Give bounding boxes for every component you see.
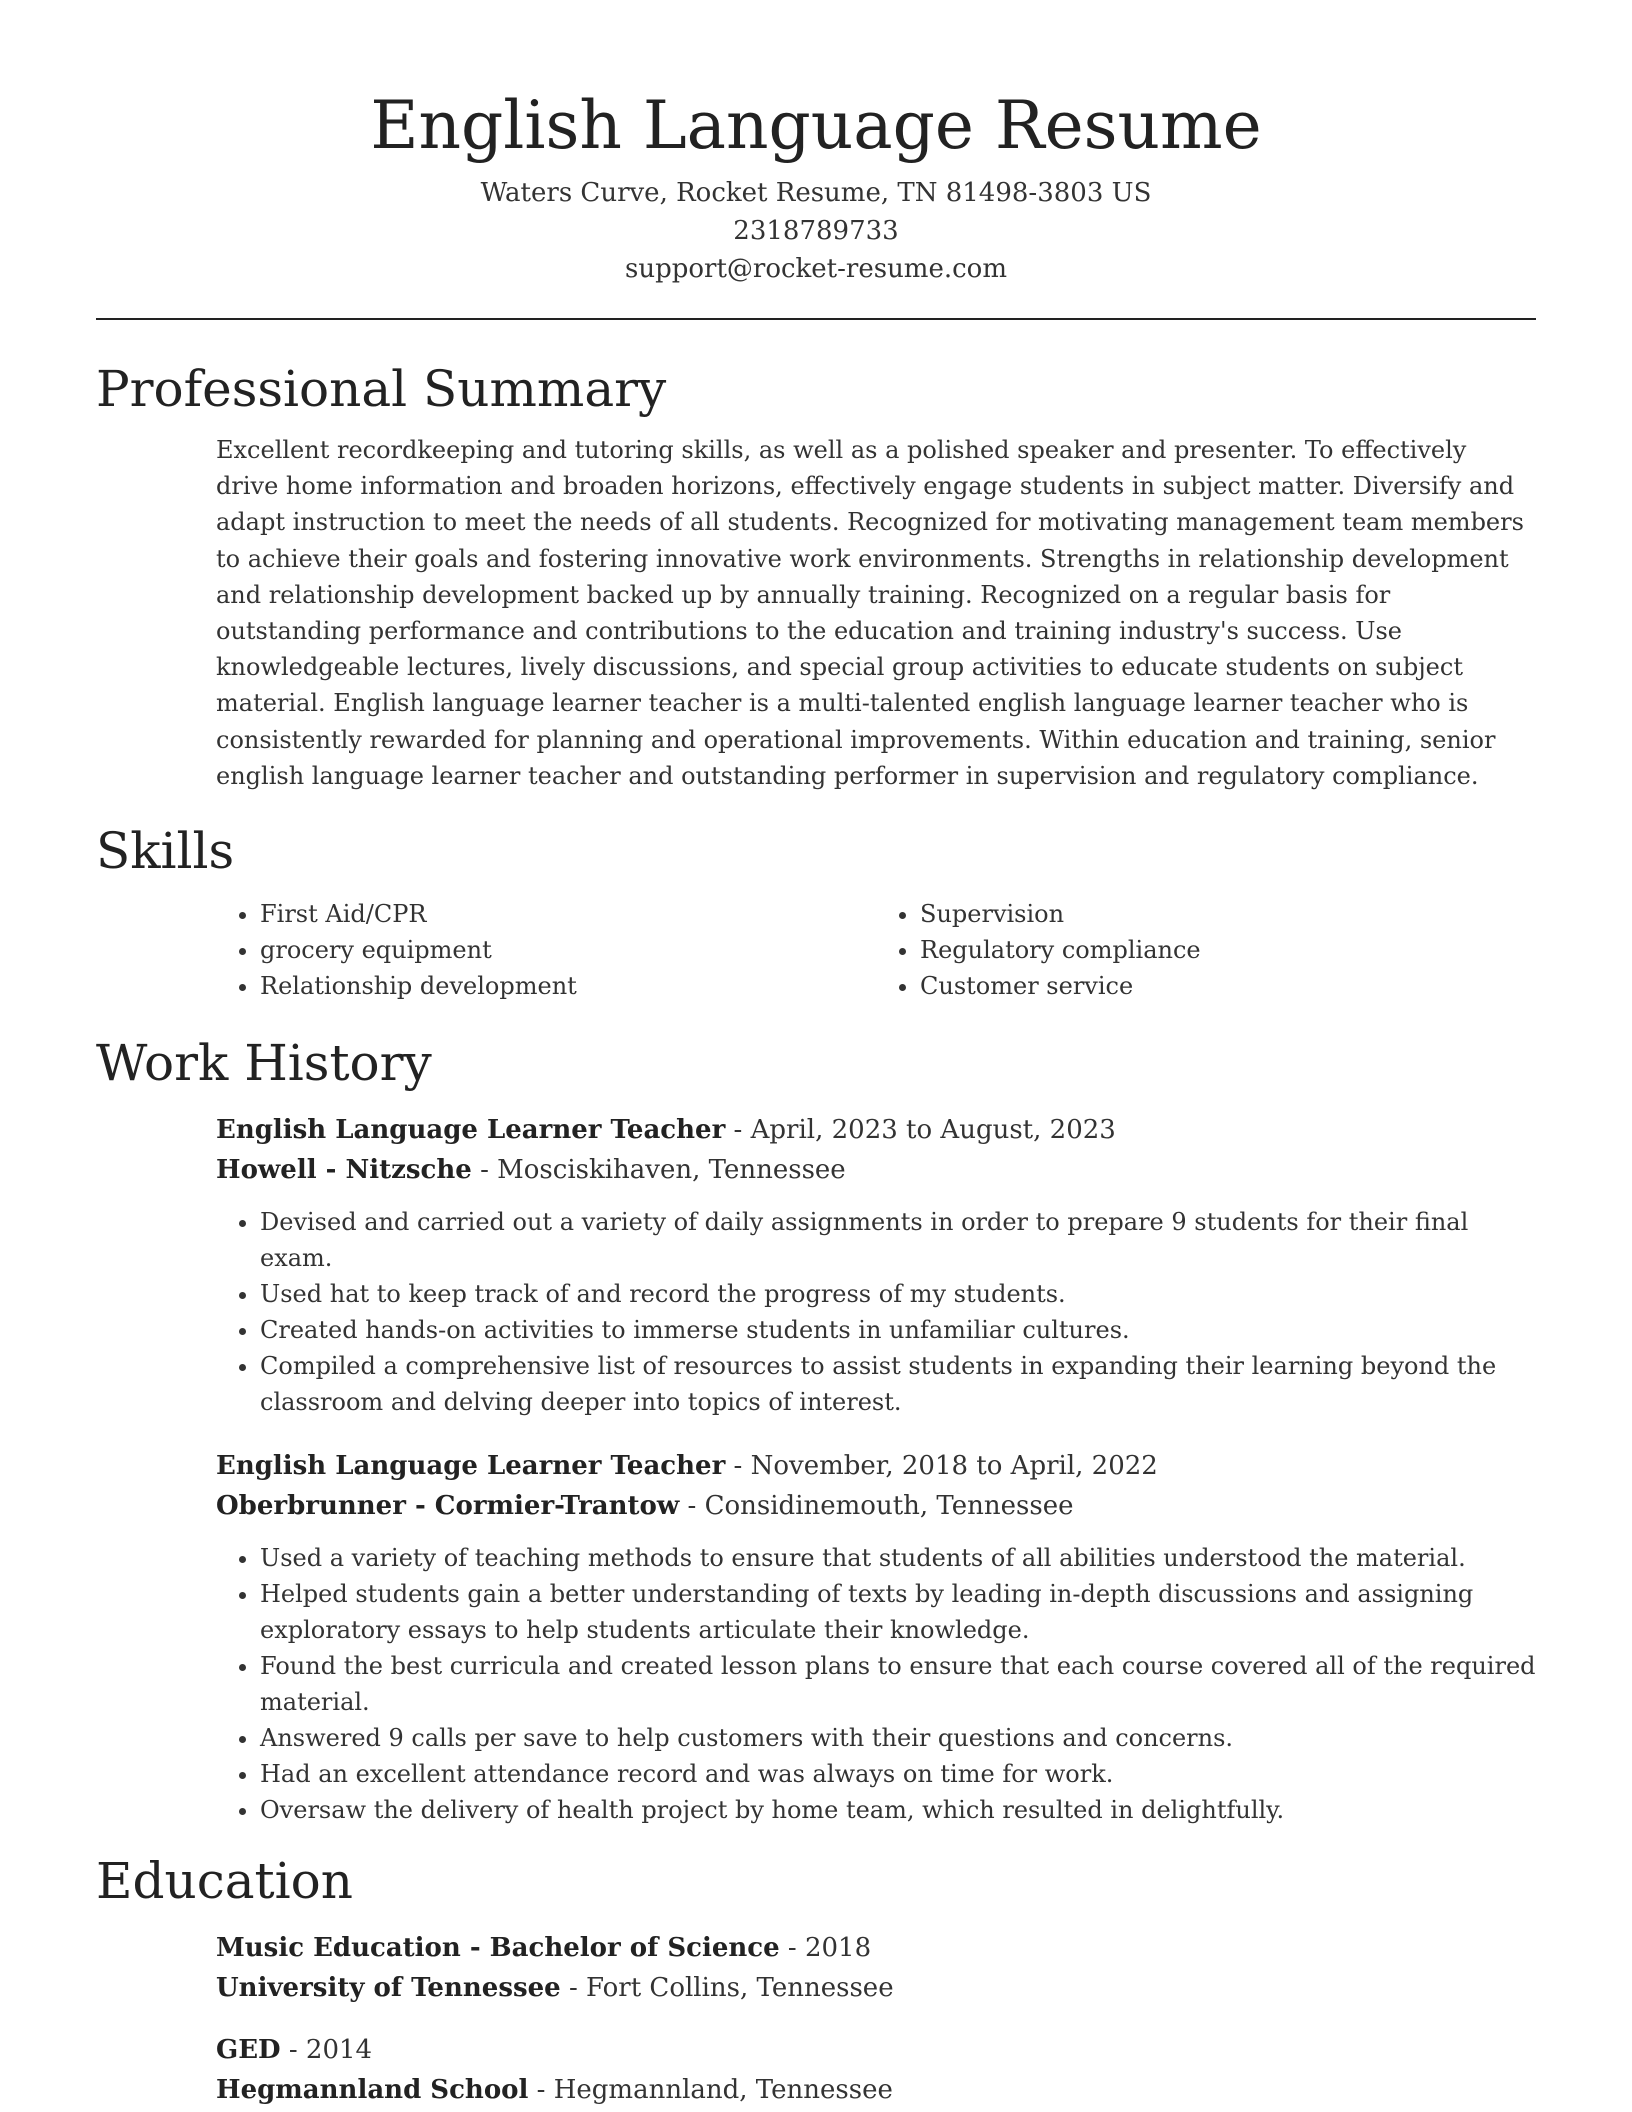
education-heading: Education bbox=[96, 1852, 353, 1911]
job-org-line: Oberbrunner - Cormier-Trantow - Considinemouth, Tennessee bbox=[216, 1491, 1074, 1522]
job-dates: November, 2018 to April, 2022 bbox=[750, 1451, 1158, 1482]
education-school-line: University of Tennessee - Fort Collins, Tennessee bbox=[216, 1973, 894, 2004]
work-history-heading: Work History bbox=[96, 1034, 432, 1093]
job-org-line: Howell - Nitzsche - Mosciskihaven, Tennessee bbox=[216, 1155, 846, 1186]
skill-item: • Supervision bbox=[920, 896, 1536, 932]
education-school: Hegmannland School bbox=[216, 2075, 529, 2106]
education-entry bbox=[216, 1928, 1536, 2008]
summary-section bbox=[96, 354, 1536, 794]
skill-item: • First Aid/CPR bbox=[260, 896, 876, 932]
skill-item: • Relationship development bbox=[260, 968, 876, 1004]
job-bullet: • Devised and carried out a variety of daily assignments in order to prepare 9 students for their final exam. bbox=[260, 1204, 1536, 1276]
education-school-line: Hegmannland School - Hegmannland, Tennessee bbox=[216, 2075, 893, 2106]
job-bullet: • Used hat to keep track of and record the progress of my students. bbox=[260, 1276, 1536, 1312]
job-bullet: • Used a variety of teaching methods to ensure that students of all abilities understood the material. bbox=[260, 1540, 1536, 1576]
job-entry bbox=[216, 1110, 1536, 1420]
job-bullet: • Answered 9 calls per save to help customers with their questions and concerns. bbox=[260, 1720, 1536, 1756]
job-company: Oberbrunner - Cormier-Trantow bbox=[216, 1491, 680, 1522]
education-degree: Music Education - Bachelor of Science bbox=[216, 1933, 780, 1964]
job-bullet: • Had an excellent attendance record and was always on time for work. bbox=[260, 1756, 1536, 1792]
education-year: 2014 bbox=[305, 2035, 373, 2066]
education-location: Hegmannland, Tennessee bbox=[553, 2075, 893, 2106]
job-bullet: • Helped students gain a better understanding of texts by leading in-depth discussions and assigning exploratory essays to help students articulate their knowledge. bbox=[260, 1576, 1536, 1648]
skill-item: • Regulatory compliance bbox=[920, 932, 1536, 968]
contact-info bbox=[96, 174, 1536, 288]
job-role: English Language Learner Teacher bbox=[216, 1115, 726, 1146]
skills-section bbox=[96, 816, 1536, 1004]
job-dates: April, 2023 to August, 2023 bbox=[750, 1115, 1116, 1146]
resume-header bbox=[96, 0, 1536, 288]
job-location: Considinemouth, Tennessee bbox=[704, 1491, 1074, 1522]
resume-page bbox=[96, 0, 1536, 2110]
skills-heading: Skills bbox=[96, 822, 235, 881]
job-location: Mosciskihaven, Tennessee bbox=[497, 1155, 846, 1186]
education-degree-line: GED - 2014 bbox=[216, 2035, 373, 2066]
contact-phone: 2318789733 bbox=[733, 216, 899, 246]
job-bullets bbox=[216, 1204, 1536, 1420]
job-bullet: • Created hands-on activities to immerse students in unfamiliar cultures. bbox=[260, 1312, 1536, 1348]
summary-text: Excellent recordkeeping and tutoring skills, as well as a polished speaker and presenter. To effectively drive home information and broaden horizons, effectively engage students in subject matter. Diversify and adapt instruction to meet the needs of all students. Recognized for motivating management team members to achieve their goals and fostering innovative work environments. Strengths in relationship development and relationship development backed up by annually training. Recognized on a regular basis for outstanding performance and contributions to the education and training industry's success. Use knowledgeable lectures, lively discussions, and special group activities to educate students on subject material. English language learner teacher is a multi-talented english language learner teacher who is consistently rewarded for planning and operational improvements. Within education and training, senior english language learner teacher and outstanding performer in supervision and regulatory compliance. bbox=[216, 436, 1524, 790]
education-location: Fort Collins, Tennessee bbox=[586, 1973, 894, 2004]
skills-column-right bbox=[876, 896, 1536, 1004]
job-bullet: • Found the best curricula and created lesson plans to ensure that each course covered all of the required material. bbox=[260, 1648, 1536, 1720]
education-year: 2018 bbox=[804, 1933, 872, 1964]
work-history-section bbox=[96, 1028, 1536, 1828]
contact-email: support@rocket-resume.com bbox=[624, 254, 1007, 284]
education-section bbox=[96, 1846, 1536, 2110]
candidate-name: English Language Resume bbox=[370, 87, 1262, 164]
summary-heading: Professional Summary bbox=[96, 360, 667, 418]
skill-item: • grocery equipment bbox=[260, 932, 876, 968]
education-degree: GED bbox=[216, 2035, 281, 2066]
job-role: English Language Learner Teacher bbox=[216, 1451, 726, 1482]
skills-grid bbox=[216, 896, 1536, 1004]
skill-item: • Customer service bbox=[920, 968, 1536, 1004]
job-title-line: English Language Learner Teacher - November, 2018 to April, 2022 bbox=[216, 1451, 1158, 1482]
header-divider bbox=[96, 318, 1536, 320]
job-bullet: • Oversaw the delivery of health project by home team, which resulted in delightfully. bbox=[260, 1792, 1536, 1828]
job-bullets bbox=[216, 1540, 1536, 1828]
job-bullet: • Compiled a comprehensive list of resources to assist students in expanding their learning beyond the classroom and delving deeper into topics of interest. bbox=[260, 1348, 1536, 1420]
job-title-line: English Language Learner Teacher - April, 2023 to August, 2023 bbox=[216, 1115, 1116, 1146]
job-company: Howell - Nitzsche bbox=[216, 1155, 472, 1186]
education-school: University of Tennessee bbox=[216, 1973, 561, 2004]
contact-address: Waters Curve, Rocket Resume, TN 81498-3803 US bbox=[480, 178, 1152, 208]
education-degree-line: Music Education - Bachelor of Science - 2018 bbox=[216, 1933, 872, 1964]
education-entry bbox=[216, 2030, 1536, 2110]
skills-column-left bbox=[216, 896, 876, 1004]
job-entry bbox=[216, 1446, 1536, 1828]
